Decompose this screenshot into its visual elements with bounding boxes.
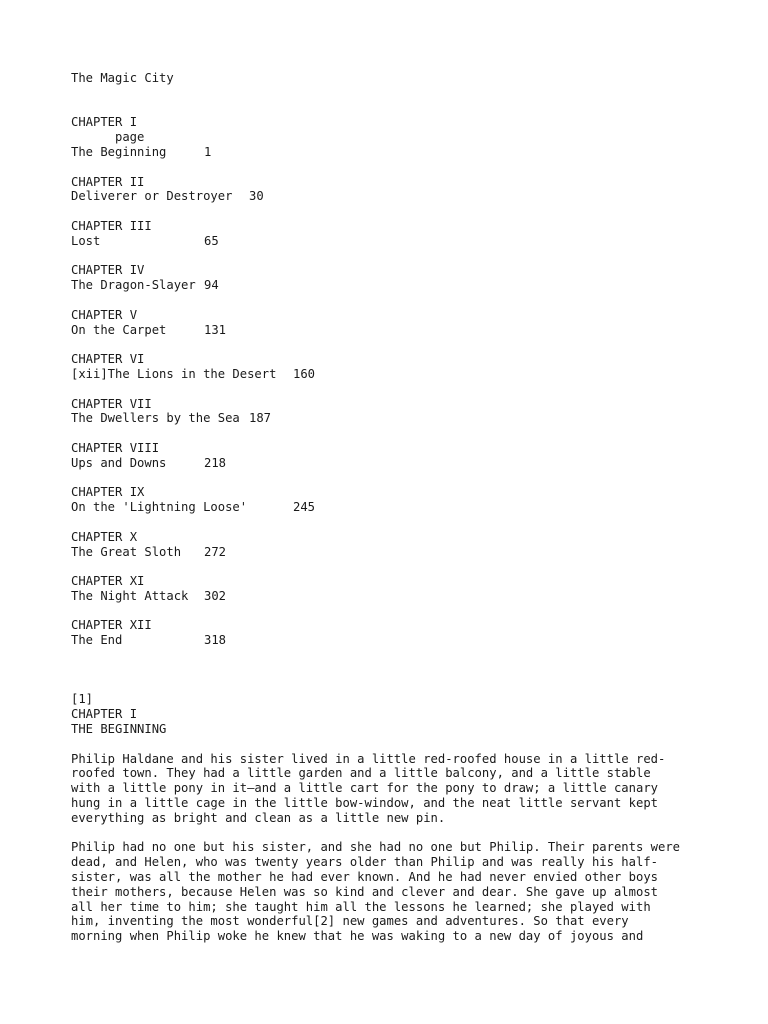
toc-chapter-label: CHAPTER VIII [71, 440, 160, 455]
toc-row [71, 456, 711, 471]
toc-entry [71, 263, 711, 293]
toc-page-number: 245 [293, 500, 316, 515]
toc-entry [71, 574, 711, 604]
spacer [71, 293, 711, 308]
spacer [71, 204, 711, 219]
toc-chapter-label: CHAPTER III [71, 218, 152, 233]
toc-page-number: 160 [293, 366, 316, 381]
paragraph-line: sister, was all the mother he had ever known. And he had never envied other boys [71, 870, 658, 885]
toc-page-number: 30 [249, 189, 264, 204]
toc-page-number: 187 [249, 411, 272, 426]
spacer [71, 826, 711, 841]
toc-entry [71, 485, 711, 515]
toc-chapter-title: [xii]The Lions in the Desert [71, 366, 277, 381]
toc-chapter-title: Lost [71, 233, 101, 248]
spacer [71, 337, 711, 352]
toc-row [71, 589, 711, 604]
toc-row [71, 411, 711, 426]
paragraph-line: with a little pony in it—and a little cart for the pony to draw; a little canary [71, 781, 658, 796]
spacer [71, 471, 711, 486]
toc-chapter-title: On the 'Lightning Loose' [71, 500, 248, 515]
toc-page-number: 1 [204, 144, 212, 159]
toc-chapter-label: CHAPTER X [71, 529, 138, 544]
toc-chapter-label: CHAPTER XI [71, 574, 145, 589]
toc-chapter-title: The Night Attack [71, 588, 189, 603]
toc-chapter-title: The Great Sloth [71, 544, 182, 559]
toc-page-number: 272 [204, 544, 227, 559]
toc-row [71, 145, 711, 160]
toc-entry [71, 352, 711, 382]
paragraph-line: their mothers, because Helen was so kind and clever and dear. She gave up almost [71, 884, 658, 899]
toc-page-number: 218 [204, 455, 227, 470]
spacer [71, 648, 711, 692]
toc-chapter-label: CHAPTER IX [71, 485, 145, 500]
body-paragraph [71, 840, 703, 944]
toc-row [71, 545, 711, 560]
spacer [71, 737, 711, 752]
chapter-body [71, 752, 711, 944]
toc-chapter-title: Deliverer or Destroyer [71, 189, 233, 204]
toc-chapter-title: The Dragon-Slayer [71, 278, 196, 293]
toc-chapter-title: The End [71, 633, 123, 648]
paragraph-line: everything as bright and clean as a little new pin. [71, 810, 446, 825]
spacer [71, 515, 711, 530]
spacer [71, 249, 711, 264]
toc-page-label: page [115, 130, 145, 145]
chapter-one-section [71, 692, 711, 944]
toc-chapter-label: CHAPTER V [71, 307, 138, 322]
toc-chapter-label: CHAPTER XII [71, 618, 152, 633]
toc-chapter-label: CHAPTER VI [71, 352, 145, 367]
paragraph-line: hung in a little cage in the little bow-window, and the neat little servant kept [71, 796, 658, 811]
toc-entry [71, 441, 711, 471]
toc-row [71, 633, 711, 648]
paragraph-line: roofed town. They had a little garden and a little balcony, and a little stable [71, 766, 651, 781]
toc-page-number: 65 [204, 233, 219, 248]
toc-page-number: 302 [204, 588, 227, 603]
paragraph-line: Philip had no one but his sister, and she had no one but Philip. Their parents were [71, 840, 681, 855]
paragraph-line: dead, and Helen, who was twenty years older than Philip and was really his half- [71, 855, 658, 870]
toc-entry [71, 618, 711, 648]
spacer [71, 559, 711, 574]
spacer [71, 426, 711, 441]
toc-chapter-title: The Dwellers by the Sea [71, 411, 240, 426]
paragraph-line: him, inventing the most wonderful[2] new games and adventures. So that every [71, 914, 629, 929]
toc-chapter-label: CHAPTER VII [71, 396, 152, 411]
toc-chapter-title: The Beginning [71, 144, 167, 159]
toc-entry [71, 308, 711, 338]
page-marker: [1] [71, 692, 94, 707]
toc-entry [71, 530, 711, 560]
toc-entry [71, 397, 711, 427]
toc-chapter-label: CHAPTER II [71, 174, 145, 189]
toc-page-number: 94 [204, 278, 219, 293]
toc-entry [71, 115, 711, 159]
toc-chapter-title: Ups and Downs [71, 455, 167, 470]
toc-row [71, 234, 711, 249]
toc-row [71, 189, 711, 204]
table-of-contents [71, 115, 711, 648]
paragraph-line: all her time to him; she taught him all the lessons he learned; she played with [71, 899, 651, 914]
toc-row [71, 500, 711, 515]
toc-page-number: 318 [204, 633, 227, 648]
spacer [71, 160, 711, 175]
toc-row [71, 323, 711, 338]
spacer [71, 382, 711, 397]
toc-entry [71, 219, 711, 249]
toc-chapter-label: CHAPTER IV [71, 263, 145, 278]
book-title: The Magic City [71, 71, 174, 85]
document-page [71, 71, 711, 944]
toc-row [71, 367, 711, 382]
toc-chapter-title: On the Carpet [71, 322, 167, 337]
body-paragraph [71, 752, 703, 826]
chapter-label: CHAPTER I [71, 707, 138, 722]
spacer [71, 604, 711, 619]
toc-entry [71, 175, 711, 205]
toc-chapter-label: CHAPTER I [71, 115, 138, 130]
toc-row [71, 278, 711, 293]
spacer [71, 86, 711, 116]
chapter-heading: THE BEGINNING [71, 722, 167, 737]
toc-page-number: 131 [204, 322, 227, 337]
paragraph-line: Philip Haldane and his sister lived in a little red-roofed house in a little red- [71, 751, 666, 766]
paragraph-line: morning when Philip woke he knew that he was waking to a new day of joyous and [71, 929, 644, 944]
